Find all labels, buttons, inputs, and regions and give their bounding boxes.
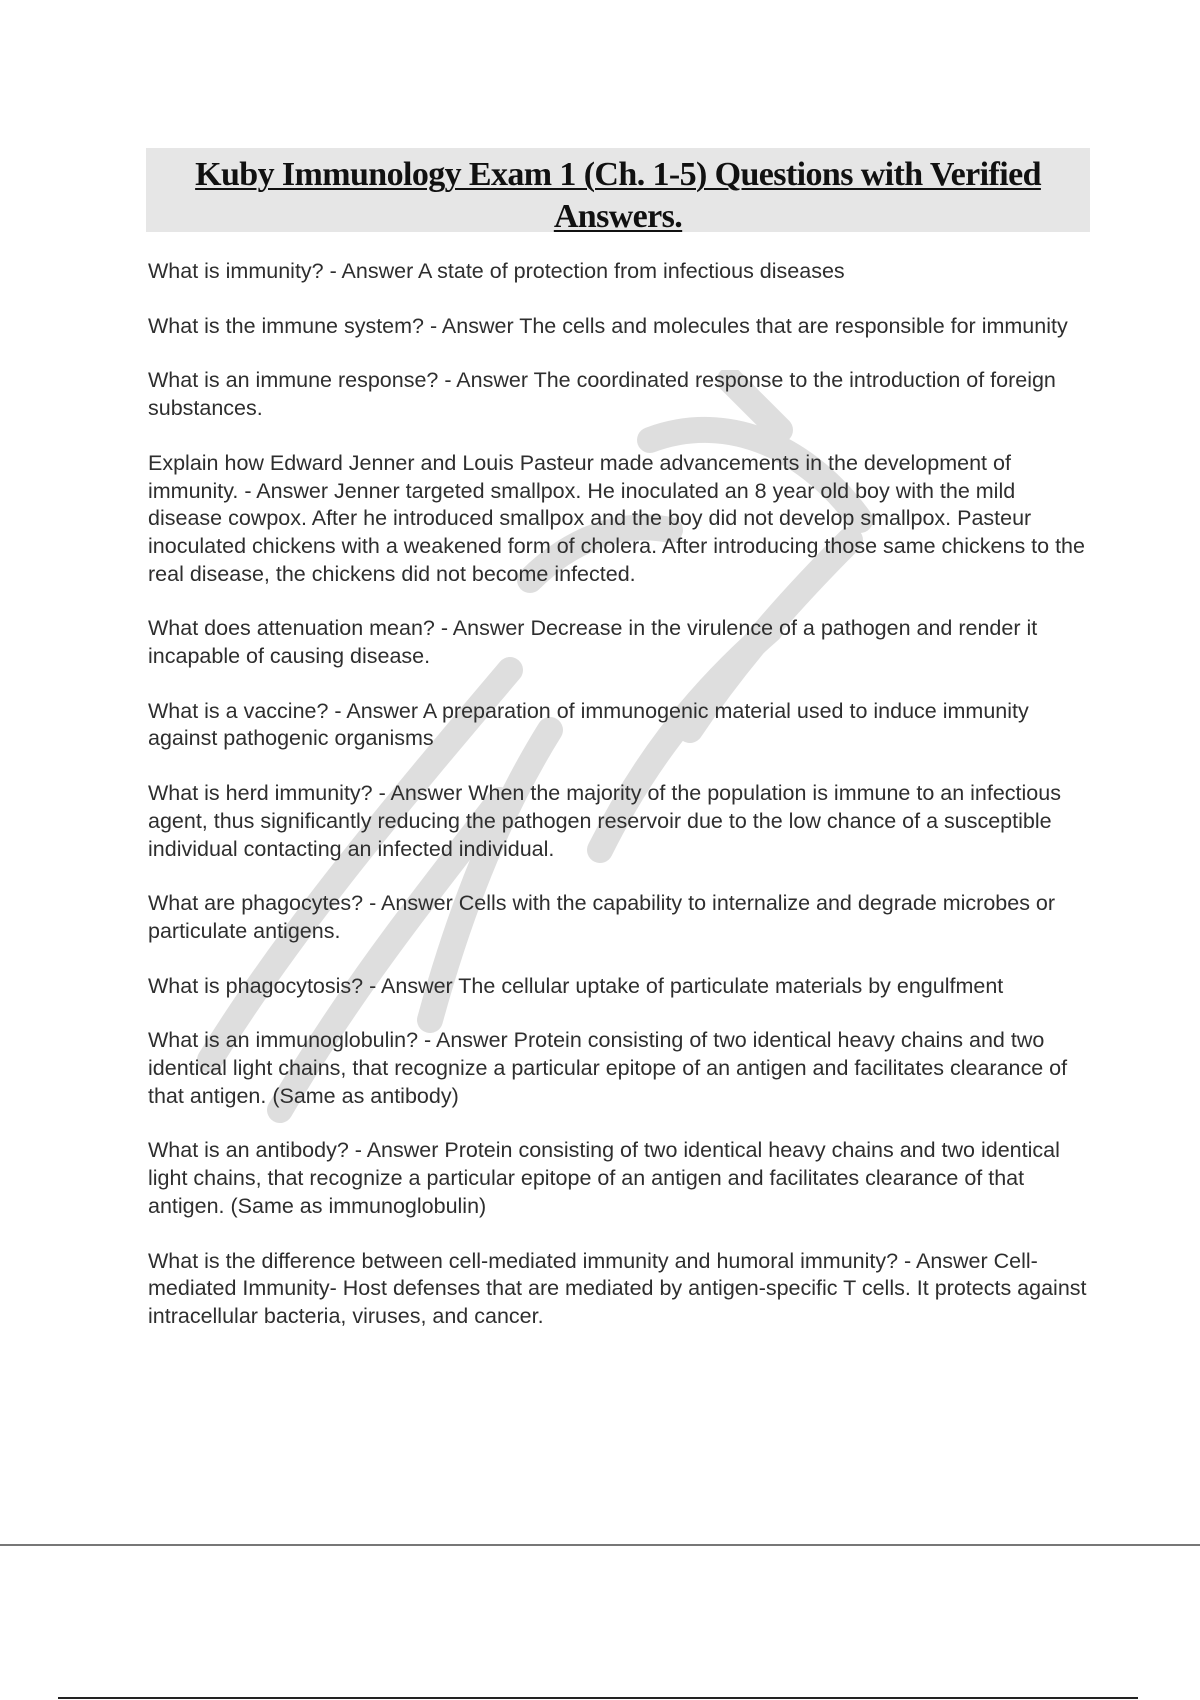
page-divider	[0, 1544, 1200, 1546]
qa-item: What is the immune system? - Answer The cells and molecules that are responsible for immunity	[148, 313, 1068, 338]
qa-item: What is an antibody? - Answer Protein consisting of two identical heavy chains and two identical light chains, that recognize a particular epitope of an antigen and facilitates clearance of that antigen. (Same as immunoglobulin)	[148, 1138, 1060, 1218]
title-band	[146, 148, 1090, 235]
qa-item: What is an immunoglobulin? - Answer Protein consisting of two identical heavy chains and two identical light chains, that recognize a particular epitope of an antigen and facilitates clearance of that antigen. (Same as antibody)	[148, 1028, 1068, 1108]
qa-item: What is herd immunity? - Answer When the majority of the population is immune to an infectious agent, thus significantly reducing the pathogen reservoir due to the low chance of a susceptible individual contacting an infected individual.	[148, 781, 1061, 861]
document-title: Kuby Immunology Exam 1 (Ch. 1-5) Questions with Verified Answers.	[195, 156, 1041, 235]
qa-list	[148, 258, 1088, 1358]
qa-item: What are phagocytes? - Answer Cells with the capability to internalize and degrade microbes or particulate antigens.	[148, 891, 1056, 943]
qa-item: Explain how Edward Jenner and Louis Pasteur made advancements in the development of immunity. - Answer Jenner targeted smallpox. He inoculated an 8 year old boy with the mild disease cowpox. After he introduced smallpox and the boy did not develop smallpox. Pasteur inoculated chickens with a weakened form of cholera. After introducing those same chickens to the real disease, the chickens did not become infected.	[148, 450, 1085, 586]
qa-item: What is immunity? - Answer A state of protection from infectious diseases	[148, 259, 845, 283]
qa-item: What does attenuation mean? - Answer Decrease in the virulence of a pathogen and render it incapable of causing disease.	[148, 616, 1038, 669]
qa-item: What is phagocytosis? - Answer The cellular uptake of particulate materials by engulfment	[148, 973, 1004, 998]
qa-item: What is an immune response? - Answer The coordinated response to the introduction of foreign substances.	[148, 368, 1056, 421]
qa-item: What is the difference between cell-mediated immunity and humoral immunity? - Answer Cell-mediated Immunity- Host defenses that are mediated by antigen-specific T cells. It protects against intracellular bacteria, viruses, and cancer.	[148, 1248, 1087, 1328]
qa-item: What is a vaccine? - Answer A preparation of immunogenic material used to induce immunity against pathogenic organisms	[148, 698, 1029, 751]
page-bottom-divider	[58, 1697, 1138, 1699]
